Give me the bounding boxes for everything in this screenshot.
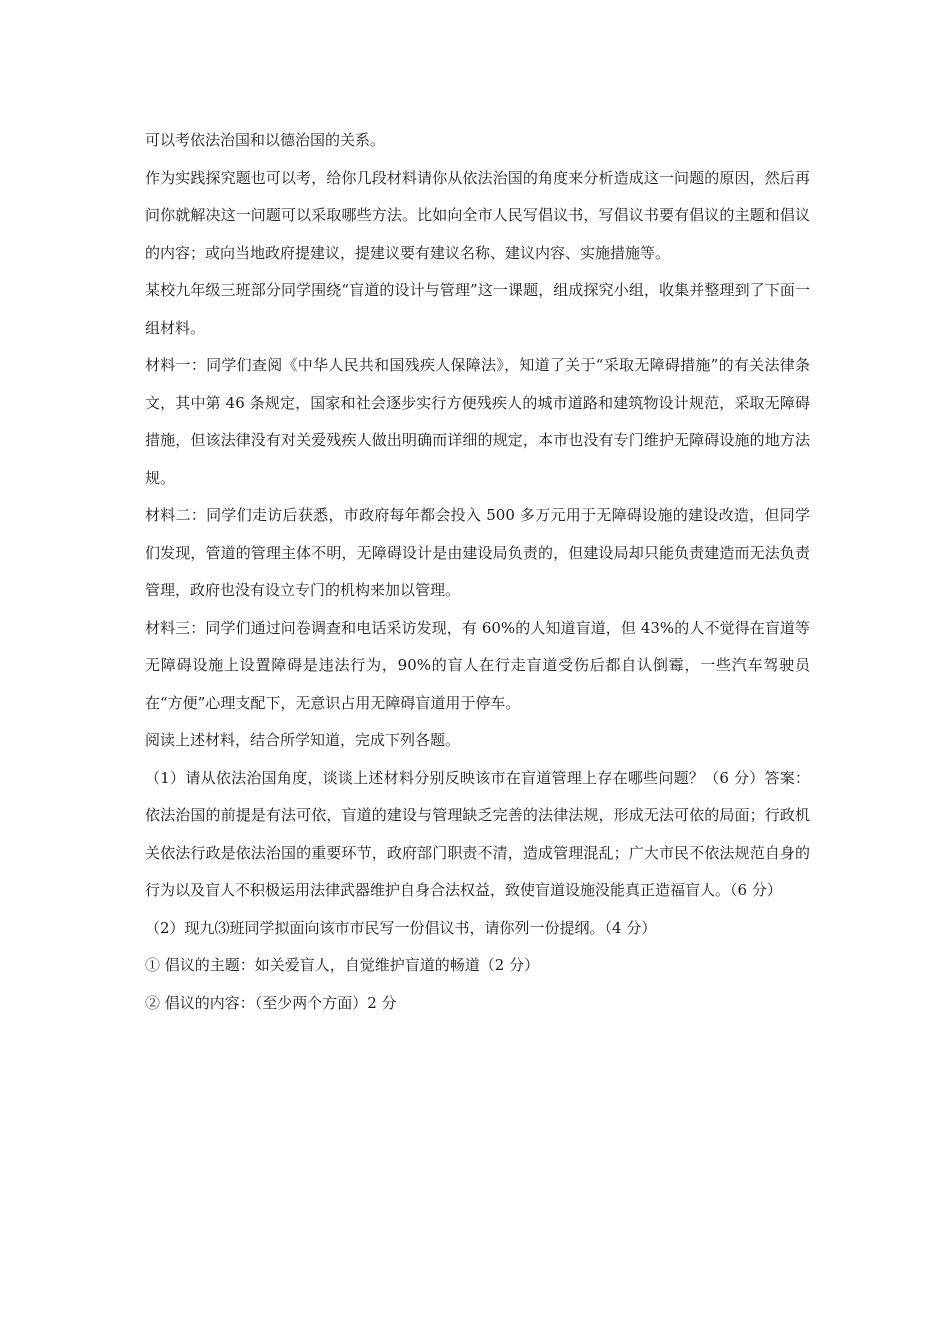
paragraph-material-1: 材料一：同学们查阅《中华人民共和国残疾人保障法》，知道了关于“采取无障碍措施”的有关法律条文，其中第 46 条规定，国家和社会逐步实行方便残疾人的城市道路和建筑物设计规范，采取无障碍措施，但该法律没有对关爱残疾人做出明确而详细的规定，本市也没有专门维护无障碍设施的地方法规。 — [145, 356, 810, 487]
paragraph-practice-question: 作为实践探究题也可以考，给你几段材料请你从依法治国的角度来分析造成这一问题的原因，然后再问你就解决这一问题可以采取哪些方法。比如向全市人民写倡议书，写倡议书要有倡议的主题和倡议的内容；或向当地政府提建议，提建议要有建议名称、建议内容、实施措施等。 — [145, 168, 810, 262]
paragraph-material-2: 材料二：同学们走访后获悉，市政府每年都会投入 500 多万元用于无障碍设施的建设改造，但同学们发现，管道的管理主体不明，无障碍设计是由建设局负责的，但建设局却只能负责建造而无法负责管理，政府也没有设立专门的机构来加以管理。 — [145, 506, 810, 599]
paragraph-outline-item-2: ② 倡议的内容：（至少两个方面）2 分 — [145, 993, 397, 1012]
paragraph-outline-item-1: ① 倡议的主题：如关爱盲人，自觉维护盲道的畅道（2 分） — [145, 956, 540, 974]
paragraph-question-1: （1）请从依法治国角度，谈谈上述材料分别反映该市在盲道管理上存在哪些问题？（6 分）答案：依法治国的前提是有法可依，盲道的建设与管理缺乏完善的法律法规，形成无法可依的局面；行政机关依法行政是依法治国的重要环节，政府部门职责不清，造成管理混乱；广大市民不依法规范自身的行为以及盲人不积极运用法律武器维护自身合法权益，致使盲道设施没能真正造福盲人。（6 分） — [145, 768, 810, 899]
paragraph-material-3: 材料三：同学们通过问卷调查和电话采访发现，有 60%的人知道盲道，但 43%的人不觉得在盲道等无障碍设施上设置障碍是违法行为，90%的盲人在行走盲道受伤后都自认倒霉，一些汽车驾驶员在“方便”心理支配下，无意识占用无障碍盲道用于停车。 — [145, 618, 810, 712]
paragraph-instruction: 阅读上述材料，结合所学知道，完成下列各题。 — [145, 731, 461, 749]
document-body — [145, 122, 810, 1022]
paragraph-question-2: （2）现九⑶班同学拟面向该市市民写一份倡议书，请你列一份提纲。（4 分） — [145, 918, 657, 937]
paragraph-intro: 可以考依法治国和以德治国的关系。 — [145, 131, 386, 149]
paragraph-topic: 某校九年级三班部分同学围绕“盲道的设计与管理”这一课题，组成探究小组，收集并整理到了下面一组材料。 — [145, 281, 810, 337]
